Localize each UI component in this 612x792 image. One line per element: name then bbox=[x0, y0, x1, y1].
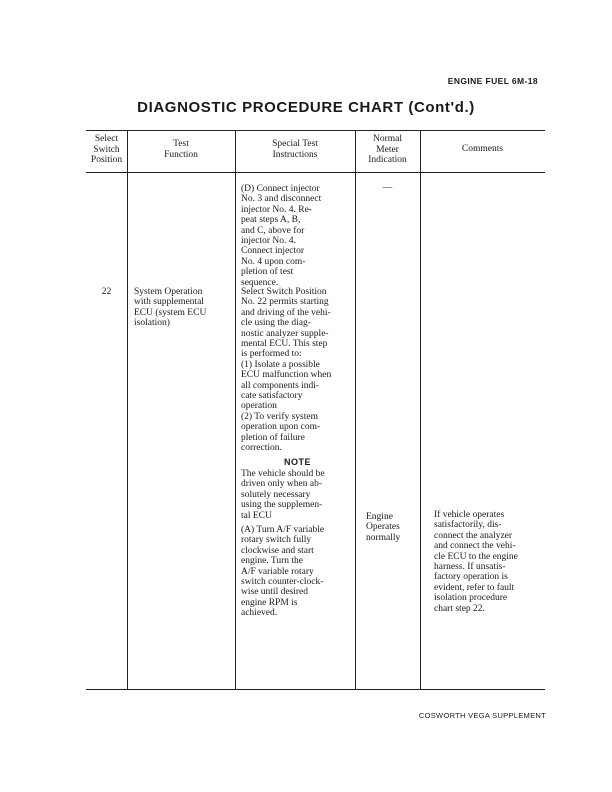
column-divider-3 bbox=[355, 130, 356, 690]
step-d-text: (D) Connect injector No. 3 and disconnect injector No. 4. Re- peat steps A, B, and C, above for injector No. 4. Connect injector No. 4 upon com- pletion of test sequence. bbox=[241, 184, 322, 288]
header-special-test-instructions: Special Test Instructions bbox=[272, 139, 318, 160]
instruction-step-d bbox=[241, 184, 353, 288]
switch-position-22: 22 bbox=[101, 287, 112, 297]
comments-22: If vehicle operates satisfactorily, dis- connect the analyzer and connect the vehi- cle ECU to the engine harness. If unsatis- factory operation is evident, refer to fault isolation procedure chart step 22. bbox=[434, 510, 518, 614]
header-select-switch-position: Select Switch Position bbox=[90, 134, 123, 166]
intro-paragraph: Select Switch Position No. 22 permits starting and driving of the vehi- cle using the diag- nostic analyzer supple- mental ECU. This step is performed to: bbox=[241, 287, 331, 360]
note-text: The vehicle should be driven only when ab- solutely necessary using the supplemen- tal ECU bbox=[241, 468, 325, 521]
header-test-function: Test Function bbox=[164, 139, 198, 160]
chart-title: DIAGNOSTIC PROCEDURE CHART (Cont'd.) bbox=[137, 99, 475, 116]
header-normal-meter-indication: Normal Meter Indication bbox=[368, 134, 407, 166]
normal-indication-dash: — bbox=[382, 183, 393, 193]
column-divider-2 bbox=[235, 130, 236, 690]
column-divider-4 bbox=[420, 130, 421, 690]
table-bottom-rule bbox=[86, 689, 545, 690]
header-bottom-rule bbox=[86, 172, 545, 173]
page-header: ENGINE FUEL 6M-18 bbox=[447, 76, 538, 86]
normal-indication-22: Engine Operates normally bbox=[366, 512, 401, 543]
item-a: (A) Turn A/F variable rotary switch fully clockwise and start engine. Turn the A/F variable rotary switch counter-clock- wise until desired engine RPM is achieved. bbox=[241, 524, 325, 619]
note-label: NOTE bbox=[283, 456, 311, 467]
test-function-22: System Operation with supplemental ECU (system ECU isolation) bbox=[134, 287, 207, 329]
page-footer: COSWORTH VEGA SUPPLEMENT bbox=[418, 711, 546, 720]
item-2: (2) To verify system operation upon com- pletion of failure correction. bbox=[241, 411, 321, 454]
table-top-rule bbox=[86, 130, 545, 131]
special-instructions-22 bbox=[241, 287, 354, 619]
column-divider-1 bbox=[127, 130, 128, 690]
header-comments: Comments bbox=[461, 144, 504, 154]
item-1: (1) Isolate a possible ECU malfunction when all components indi- cate satisfactory operation bbox=[241, 359, 332, 412]
